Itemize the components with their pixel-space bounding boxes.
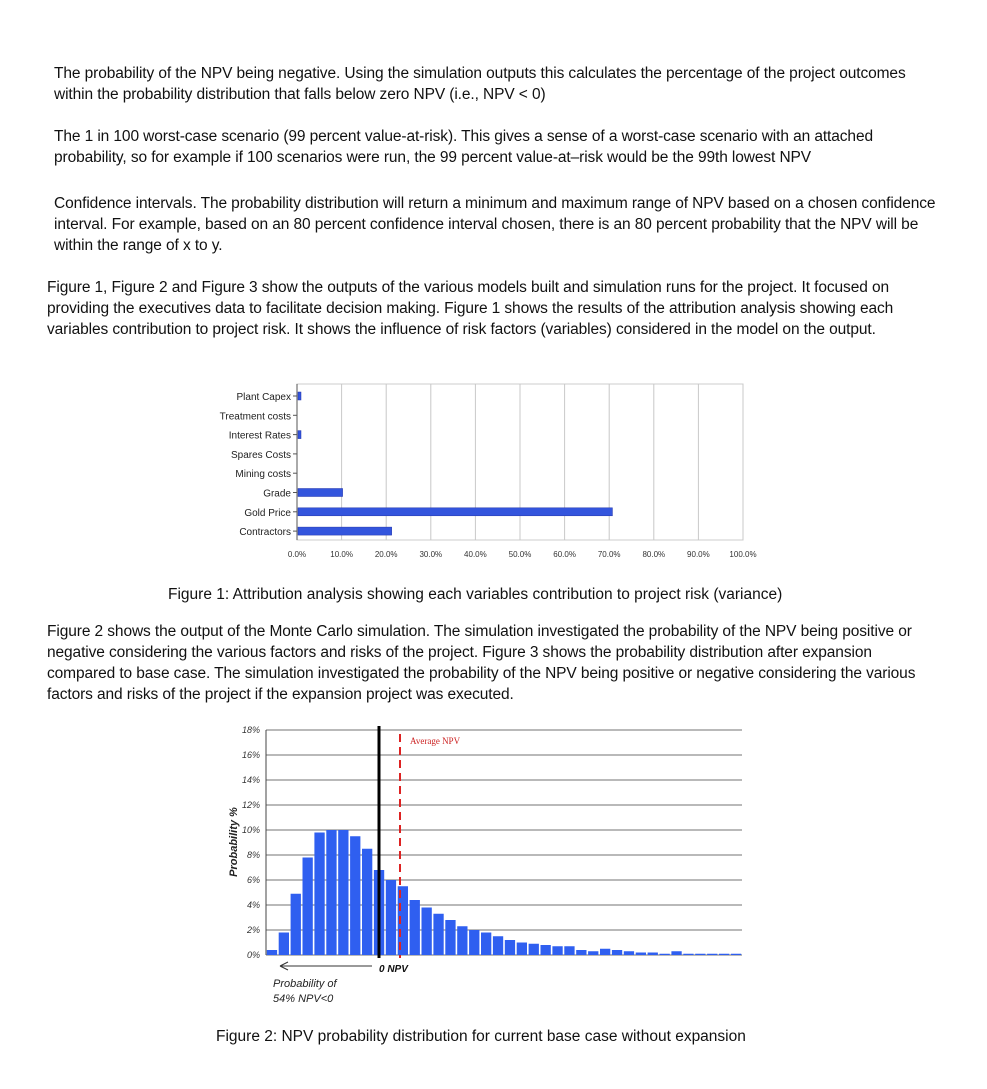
histogram-bar (303, 858, 313, 956)
y-tick-label: 4% (246, 900, 260, 910)
histogram-bar (445, 920, 455, 955)
zero-npv-label: 0 NPV (379, 964, 408, 975)
attribution-bar (298, 527, 392, 535)
paragraph-worst-case: The 1 in 100 worst-case scenario (99 percent value-at-risk). This gives a sense of a worst-case scenario with an attached probability, so for example if 100 scenarios were run, the 99 percent value-at–risk would be the 99th lowest NPV (54, 128, 873, 166)
histogram-bar (314, 833, 324, 956)
category-label: Contractors (239, 527, 291, 539)
histogram-bar (493, 936, 503, 955)
histogram-bar (612, 950, 622, 955)
left-arrow-icon (280, 962, 288, 970)
x-tick-label: 40.0% (464, 550, 487, 559)
histogram-bar (374, 870, 384, 955)
y-tick-label: 8% (246, 850, 260, 860)
probability-annotation-line-1: Probability of (273, 978, 337, 990)
histogram-bar (660, 954, 670, 955)
x-tick-label: 90.0% (687, 550, 710, 559)
probability-annotation-line-2: 54% NPV<0 (273, 993, 334, 1005)
figure-1-caption: Figure 1: Attribution analysis showing each variables contribution to project risk (variance) (168, 586, 783, 603)
histogram-bar (350, 836, 360, 955)
histogram-bar (338, 830, 348, 955)
y-axis-label: Probability % (228, 807, 240, 877)
histogram-bar (683, 954, 693, 955)
x-tick-label: 70.0% (597, 550, 621, 559)
x-tick-label: 60.0% (553, 550, 576, 559)
histogram-bar (564, 946, 574, 955)
category-label: Interest Rates (228, 430, 291, 442)
histogram-bar (517, 943, 527, 956)
category-label: Gold Price (244, 507, 291, 519)
category-label: Grade (263, 488, 291, 500)
category-label: Mining costs (235, 469, 291, 481)
y-tick-label: 18% (241, 725, 260, 735)
x-tick-label: 10.0% (330, 550, 353, 559)
histogram-bar (552, 946, 562, 955)
x-tick-label: 100.0% (729, 550, 757, 559)
attribution-bar (298, 392, 301, 400)
attribution-bar (298, 431, 301, 439)
histogram-bar (671, 951, 681, 955)
category-label: Plant Capex (236, 392, 291, 403)
attribution-bar (298, 489, 343, 497)
histogram-bar (707, 954, 717, 955)
x-tick-label: 0.0% (287, 550, 307, 559)
paragraph-monte-carlo: Figure 2 shows the output of the Monte Carlo simulation. The simulation investigated the probability of the NPV being positive or negative considering the various factors and risks of the project. Figure 3 shows the probability distribution after expansion compared to base case. The simulation investigated the probability of the NPV being positive or negative considering the various factors and risks of the project if the expansion project was executed. (47, 623, 916, 703)
histogram-bar (695, 954, 705, 955)
attribution-bar (298, 508, 612, 516)
histogram-bar (719, 954, 729, 955)
histogram-bar (326, 830, 336, 955)
histogram-bar (457, 926, 467, 955)
histogram-bar (541, 945, 551, 955)
y-tick-label: 0% (246, 950, 260, 960)
histogram-bar (469, 930, 479, 955)
histogram-bar (422, 908, 432, 956)
paragraph-npv-negative: The probability of the NPV being negative. Using the simulation outputs this calculates the percentage of the project outcomes within the probability distribution that falls below zero NPV (i.e., NPV < 0) (54, 65, 906, 103)
y-tick-label: 16% (241, 750, 260, 760)
histogram-bar (279, 933, 289, 956)
y-tick-label: 12% (241, 800, 260, 810)
histogram-bar (267, 950, 277, 955)
histogram-bar (398, 886, 408, 955)
paragraph-figures-intro: Figure 1, Figure 2 and Figure 3 show the outputs of the various models built and simulation runs for the project. It focused on providing the executives data to facilitate decision making. Figure 1 shows the results of the attribution analysis showing each variables contribution to project risk. It shows the influence of risk factors (variables) considered in the model on the output. (47, 279, 894, 338)
category-label: Spares Costs (230, 449, 291, 461)
plot-frame (297, 384, 743, 540)
category-label: Treatment costs (219, 411, 291, 423)
y-tick-label: 6% (246, 875, 260, 885)
x-tick-label: 20.0% (374, 550, 398, 559)
figure-2-caption: Figure 2: NPV probability distribution for current base case without expansion (216, 1028, 746, 1045)
histogram-bar (576, 950, 586, 955)
x-tick-label: 50.0% (508, 550, 532, 559)
histogram-bar (481, 933, 491, 956)
histogram-bar (648, 953, 658, 956)
histogram-bar (386, 880, 396, 955)
y-tick-label: 2% (246, 925, 260, 935)
histogram-bar (529, 944, 539, 955)
histogram-bar (505, 940, 515, 955)
x-tick-label: 80.0% (642, 550, 666, 559)
histogram-bar (410, 900, 420, 955)
histogram-bar (600, 949, 610, 955)
histogram-bar (624, 951, 634, 955)
x-tick-label: 30.0% (419, 550, 443, 559)
paragraph-confidence-intervals: Confidence intervals. The probability distribution will return a minimum and maximum range of NPV based on a chosen confidence interval. For example, based on an 80 percent confidence interval chosen, there is an 80 percent probability that the NPV will be within the range of x to y. (54, 195, 936, 254)
histogram-bar (588, 951, 598, 955)
histogram-bar (362, 849, 372, 955)
histogram-bar (433, 914, 443, 955)
histogram-bar (636, 953, 646, 956)
y-tick-label: 10% (241, 825, 260, 835)
average-npv-label: Average NPV (410, 736, 461, 746)
histogram-bar (291, 894, 301, 955)
y-tick-label: 14% (241, 775, 260, 785)
histogram-bar (731, 954, 741, 955)
